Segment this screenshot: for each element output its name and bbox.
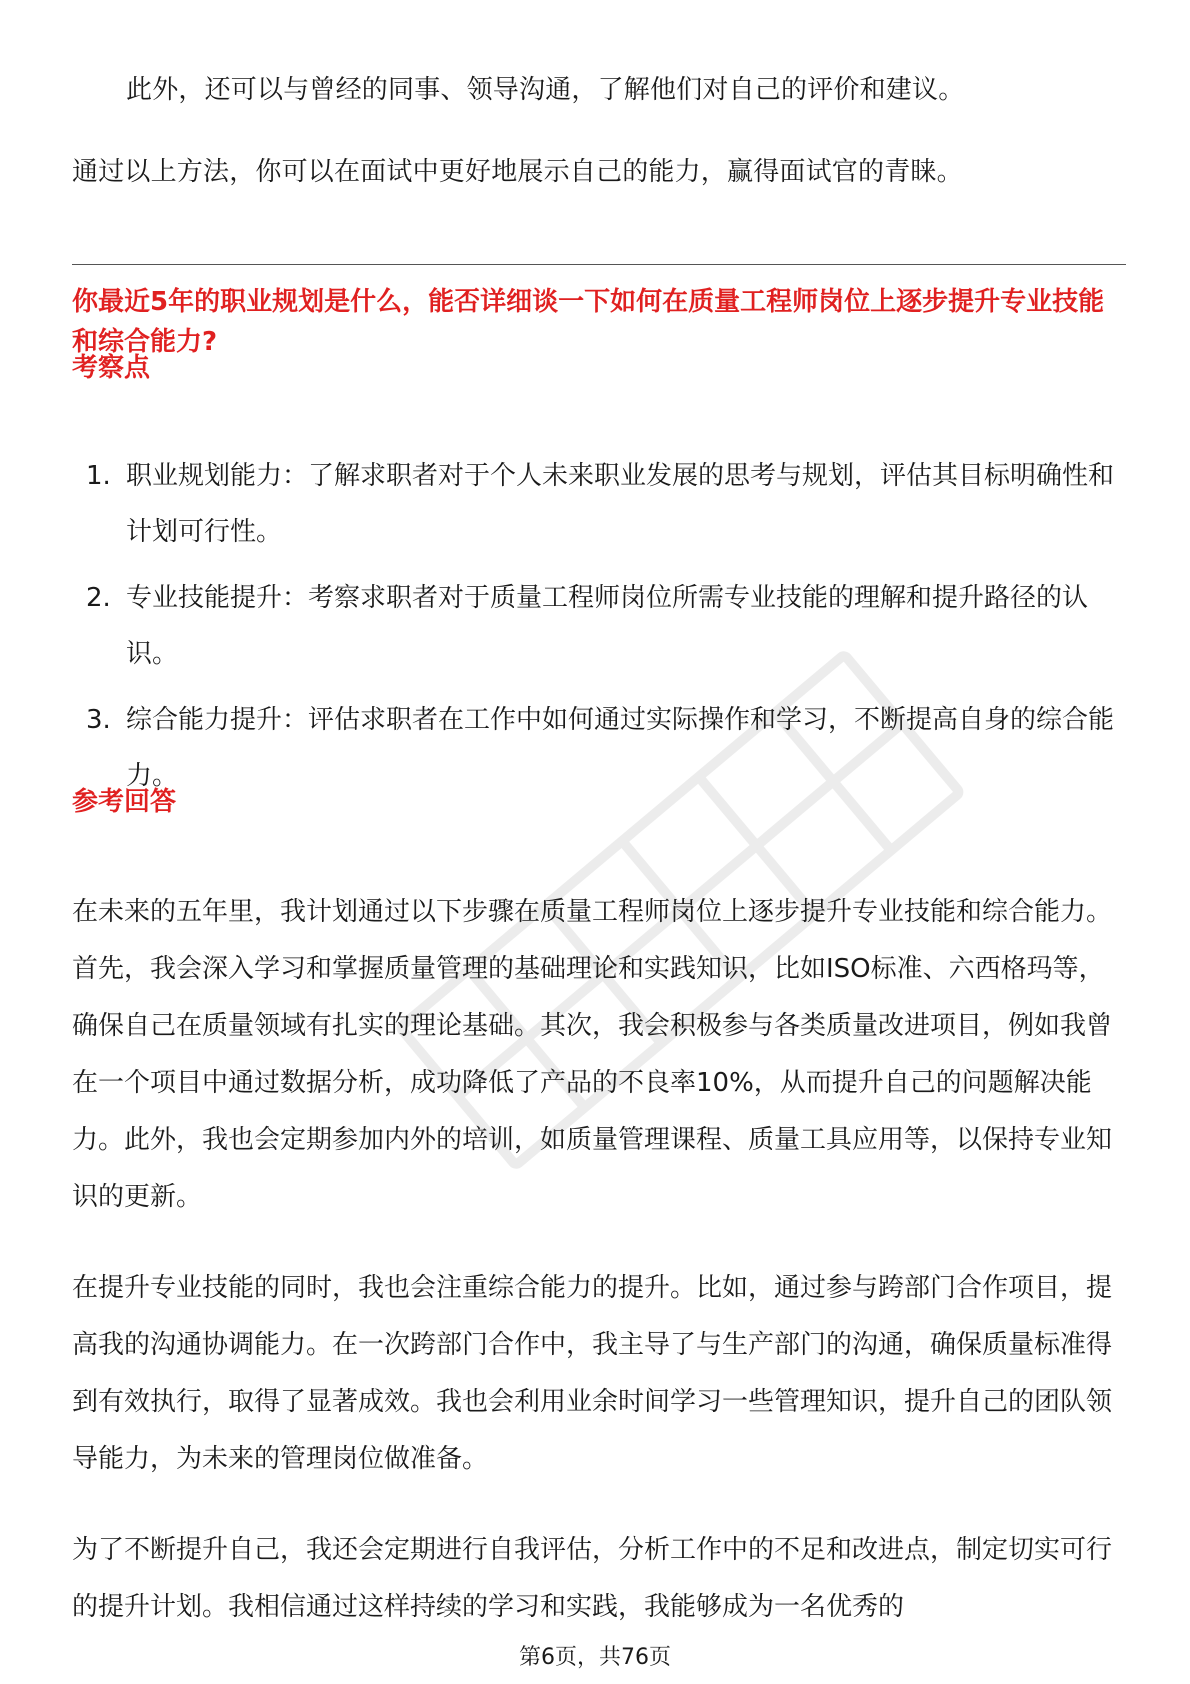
list-item-text: 职业规划能力：了解求职者对于个人未来职业发展的思考与规划，评估其目标明确性和计划可行性。 — [126, 461, 1115, 547]
list-item-text: 专业技能提升：考察求职者对于质量工程师岗位所需专业技能的理解和提升路径的认识。 — [126, 583, 1089, 669]
focus-label: 考察点 — [72, 353, 151, 383]
answer-body — [72, 884, 1122, 1670]
answer-paragraph: 为了不断提升自己，我还会定期进行自我评估，分析工作中的不足和改进点，制定切实可行的提升计划。我相信通过这样持续的学习和实践，我能够成为一名优秀的 — [72, 1535, 1113, 1622]
answer-paragraph: 在未来的五年里，我计划通过以下步骤在质量工程师岗位上逐步提升专业技能和综合能力。首先，我会深入学习和掌握质量管理的基础理论和实践知识，比如ISO标准、六西格玛等，确保自己在质量领域有扎实的理论基础。其次，我会积极参与各类质量改进项目，例如我曾在一个项目中通过数据分析，成功降低了产品的不良率10%，从而提升自己的问题解决能力。此外，我也会定期参加内外的培训，如质量管理课程、质量工具应用等，以保持专业知识的更新。 — [72, 897, 1113, 1212]
answer-paragraph: 在提升专业技能的同时，我也会注重综合能力的提升。比如，通过参与跨部门合作项目，提高我的沟通协调能力。在一次跨部门合作中，我主导了与生产部门的沟通，确保质量标准得到有效执行，取得了显著成效。我也会利用业余时间学习一些管理知识，提升自己的团队领导能力，为未来的管理岗位做准备。 — [72, 1273, 1113, 1474]
list-item — [72, 570, 1122, 682]
list-item — [72, 692, 1122, 804]
list-item-number: 2. — [86, 583, 111, 613]
intro-line-1: 此外，还可以与曾经的同事、领导沟通，了解他们对自己的评价和建议。 — [126, 75, 965, 105]
question-heading: 你最近5年的职业规划是什么，能否详细谈一下如何在质量工程师岗位上逐步提升专业技能和综合能力? — [72, 287, 1105, 357]
list-item-number: 3. — [86, 705, 111, 735]
list-item-number: 1. — [86, 461, 111, 491]
intro-block — [72, 62, 1122, 200]
list-item-text: 综合能力提升：评估求职者在工作中如何通过实际操作和学习，不断提高自身的综合能力。 — [126, 705, 1115, 791]
intro-line-2: 通过以上方法，你可以在面试中更好地展示自己的能力，赢得面试官的青睐。 — [72, 157, 963, 187]
list-item — [72, 448, 1122, 560]
answer-label: 参考回答 — [72, 787, 177, 817]
section-divider — [72, 264, 1126, 265]
page-footer: 第6页，共76页 — [519, 1645, 671, 1670]
focus-points-list — [72, 448, 1122, 814]
